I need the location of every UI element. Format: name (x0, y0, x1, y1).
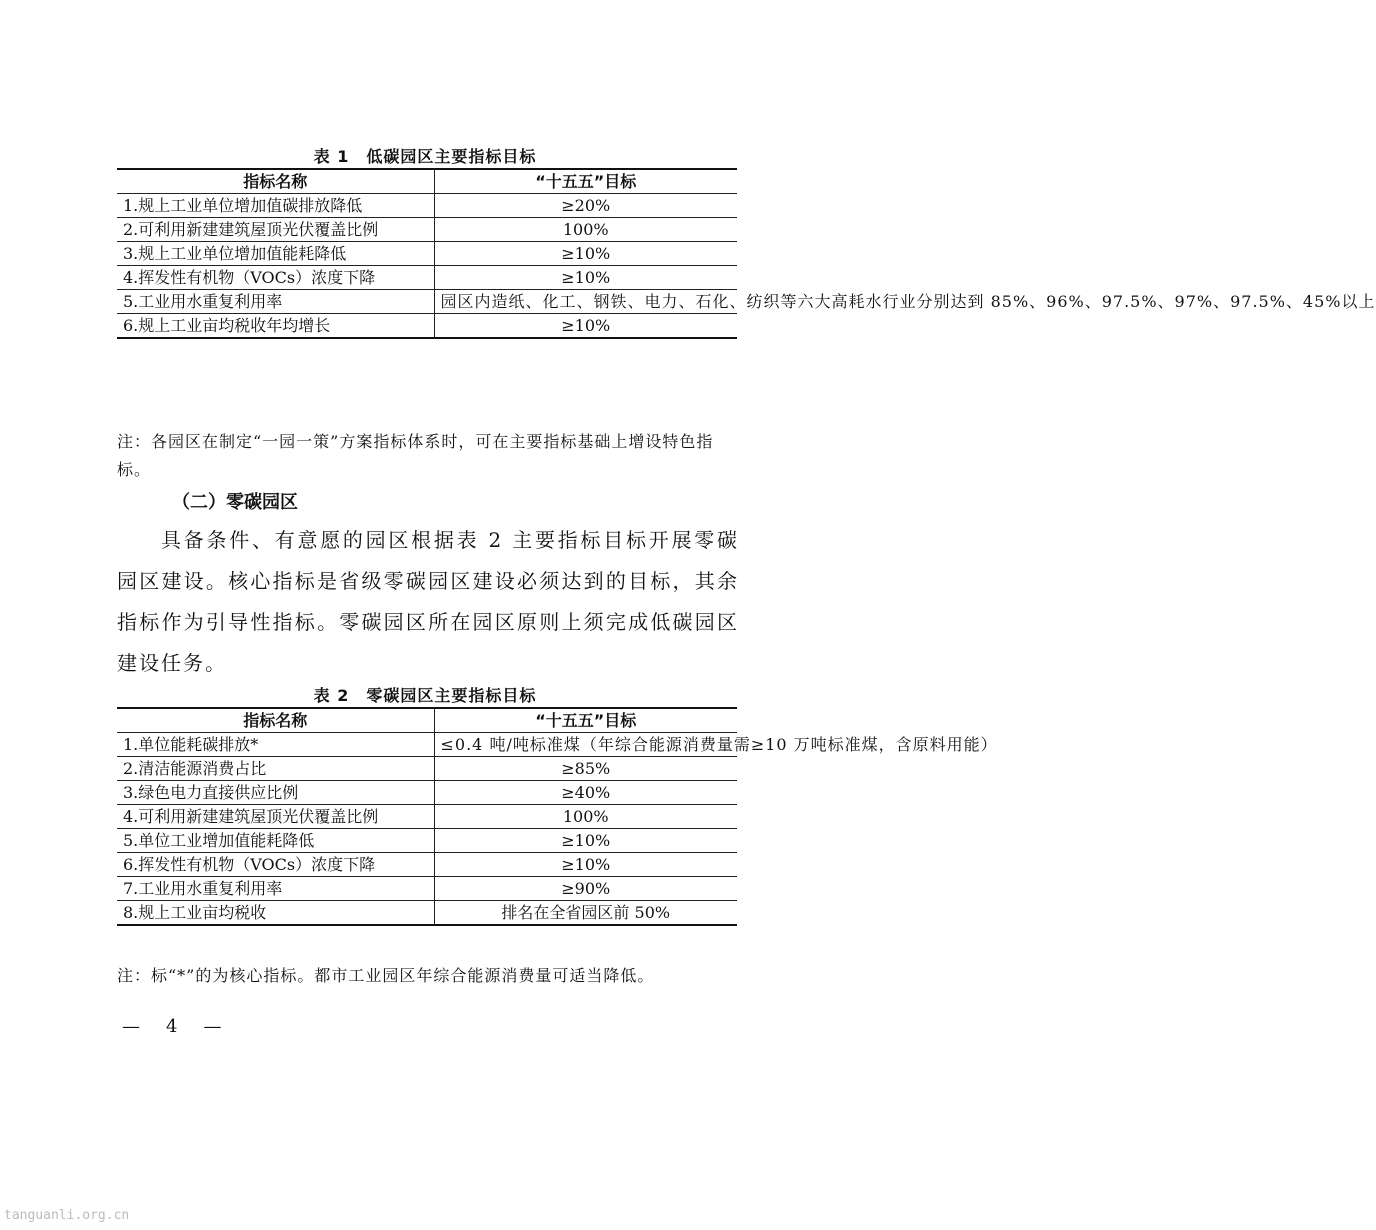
indicator-name: 4.可利用新建建筑屋顶光伏覆盖比例 (117, 805, 434, 829)
table2-note: 注：标“*”的为核心指标。都市工业园区年综合能源消费量可适当降低。 (117, 966, 655, 985)
indicator-name: 3.绿色电力直接供应比例 (117, 781, 434, 805)
table1-caption: 表 1 低碳园区主要指标目标 (313, 147, 537, 166)
indicator-target: 园区内造纸、化工、钢铁、电力、石化、纺织等六大高耗水行业分别达到 85%、96%、97.5%、97%、97.5%、45%以上 (434, 290, 737, 314)
table1-note: 注：各园区在制定“一园一策”方案指标体系时，可在主要指标基础上增设特色指标。 (117, 432, 714, 479)
indicator-name: 6.挥发性有机物（VOCs）浓度下降 (117, 853, 434, 877)
page-number: — 4 — (122, 1016, 226, 1037)
table1-header-row (117, 169, 737, 194)
indicator-target: 100% (434, 805, 737, 829)
indicator-target: ≤0.4 吨/吨标准煤（年综合能源消费量需≥10 万吨标准煤，含原料用能） (434, 733, 737, 757)
indicator-name: 3.规上工业单位增加值能耗降低 (117, 242, 434, 266)
section-paragraph: 具备条件、有意愿的园区根据表 2 主要指标目标开展零碳园区建设。核心指标是省级零碳园区建设必须达到的目标，其余指标作为引导性指标。零碳园区所在园区原则上须完成低碳园区建设任务。 (117, 528, 739, 675)
indicator-target: 排名在全省园区前 50% (434, 901, 737, 926)
indicator-target: ≥10% (434, 829, 737, 853)
indicator-target: ≥40% (434, 781, 737, 805)
table2 (117, 707, 998, 926)
indicator-target: ≥10% (434, 314, 737, 339)
table-row (117, 733, 737, 757)
table-row (117, 242, 737, 266)
watermark: tanguanli.org.cn (4, 1208, 130, 1223)
table1-header-target: “十五五”目标 (434, 169, 737, 194)
table2-header-indicator: 指标名称 (117, 708, 434, 733)
indicator-name: 1.规上工业单位增加值碳排放降低 (117, 194, 434, 218)
indicator-name: 5.工业用水重复利用率 (117, 290, 434, 314)
table-row (117, 290, 737, 314)
table-row (117, 853, 737, 877)
indicator-name: 2.清洁能源消费占比 (117, 757, 434, 781)
table1 (117, 168, 1376, 339)
table-row (117, 781, 737, 805)
indicator-target: ≥10% (434, 853, 737, 877)
table-row (117, 877, 737, 901)
indicator-name: 8.规上工业亩均税收 (117, 901, 434, 926)
indicator-target: 100% (434, 218, 737, 242)
indicator-target: ≥10% (434, 242, 737, 266)
table-row (117, 901, 737, 926)
table-row (117, 194, 737, 218)
indicator-target: ≥10% (434, 266, 737, 290)
table2-header-target: “十五五”目标 (434, 708, 737, 733)
section-heading: （二）零碳园区 (172, 492, 298, 513)
indicator-target: ≥20% (434, 194, 737, 218)
indicator-target: ≥90% (434, 877, 737, 901)
table-row (117, 829, 737, 853)
table-row (117, 314, 737, 339)
table2-caption: 表 2 零碳园区主要指标目标 (313, 686, 537, 705)
indicator-name: 5.单位工业增加值能耗降低 (117, 829, 434, 853)
table2-header-row (117, 708, 737, 733)
table-row (117, 757, 737, 781)
table-row (117, 805, 737, 829)
table1-header-indicator: 指标名称 (117, 169, 434, 194)
indicator-name: 1.单位能耗碳排放* (117, 733, 434, 757)
indicator-name: 4.挥发性有机物（VOCs）浓度下降 (117, 266, 434, 290)
indicator-name: 6.规上工业亩均税收年均增长 (117, 314, 434, 339)
table-row (117, 266, 737, 290)
table-row (117, 218, 737, 242)
indicator-name: 7.工业用水重复利用率 (117, 877, 434, 901)
indicator-target: ≥85% (434, 757, 737, 781)
indicator-name: 2.可利用新建建筑屋顶光伏覆盖比例 (117, 218, 434, 242)
